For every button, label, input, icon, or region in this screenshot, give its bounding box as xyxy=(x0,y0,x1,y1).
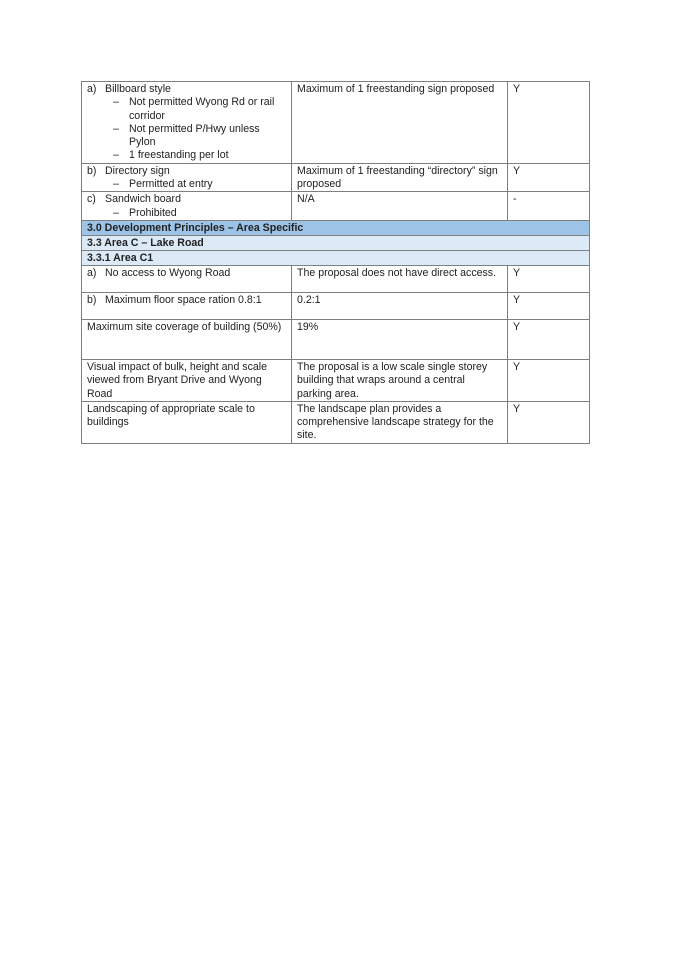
section-header-row xyxy=(82,220,590,235)
sub-item xyxy=(87,149,286,162)
sub-item-text: Not permitted P/Hwy unless Pylon xyxy=(129,122,260,149)
item-title: Directory sign xyxy=(105,164,170,177)
item-title: Maximum floor space ration 0.8:1 xyxy=(105,293,262,306)
table-row xyxy=(82,192,590,221)
sub-item xyxy=(87,178,286,191)
requirement-cell xyxy=(82,192,292,221)
compliance-cell: Y xyxy=(508,359,590,401)
requirement-cell: Visual impact of bulk, height and scale viewed from Bryant Drive and Wyong Road xyxy=(82,359,292,401)
proposal-cell: Maximum of 1 freestanding “directory” sign proposed xyxy=(292,163,508,192)
sub-item-text: Not permitted Wyong Rd or rail corridor xyxy=(129,96,275,122)
proposal-cell: Maximum of 1 freestanding sign proposed xyxy=(292,82,508,164)
requirement-cell xyxy=(82,82,292,164)
section-heading: 3.3.1 Area C1 xyxy=(82,250,590,265)
section-heading: 3.0 Development Principles – Area Specific xyxy=(82,220,590,235)
table-row xyxy=(82,359,590,401)
requirement-cell: Landscaping of appropriate scale to buildings xyxy=(82,401,292,443)
section-header-row xyxy=(82,250,590,265)
sub-item-text: Prohibited xyxy=(129,206,177,219)
compliance-cell: - xyxy=(508,192,590,221)
section-header-row xyxy=(82,235,590,250)
item-title: Sandwich board xyxy=(105,193,181,206)
proposal-cell: The proposal is a low scale single storey building that wraps around a central parking area. xyxy=(292,359,508,401)
table-row xyxy=(82,82,590,164)
sub-item xyxy=(87,207,286,220)
item-label: c) xyxy=(87,193,96,206)
table-row xyxy=(82,401,590,443)
item-title: Billboard style xyxy=(105,83,171,95)
sub-item xyxy=(87,96,286,123)
table-row xyxy=(82,292,590,319)
requirement-cell xyxy=(82,292,292,319)
compliance-cell: Y xyxy=(508,292,590,319)
compliance-cell: Y xyxy=(508,82,590,164)
requirement-cell xyxy=(82,163,292,192)
sub-item-text: Permitted at entry xyxy=(129,178,213,191)
table-row xyxy=(82,163,590,192)
compliance-cell: Y xyxy=(508,319,590,359)
proposal-cell: The proposal does not have direct access. xyxy=(292,265,508,292)
compliance-cell: Y xyxy=(508,163,590,192)
item-title: No access to Wyong Road xyxy=(105,266,231,279)
dash-bullet: – xyxy=(113,96,119,109)
proposal-cell: 0.2:1 xyxy=(292,292,508,319)
section-heading: 3.3 Area C – Lake Road xyxy=(82,235,590,250)
item-label: b) xyxy=(87,164,97,177)
dash-bullet: – xyxy=(113,149,119,162)
requirement-cell: Maximum site coverage of building (50%) xyxy=(82,319,292,359)
dash-bullet: – xyxy=(113,178,119,191)
dash-bullet: – xyxy=(113,122,119,135)
item-label: a) xyxy=(87,266,97,279)
proposal-cell: N/A xyxy=(292,192,508,221)
table-row xyxy=(82,319,590,359)
sub-item-text: 1 freestanding per lot xyxy=(129,149,229,162)
proposal-cell: 19% xyxy=(292,319,508,359)
compliance-cell: Y xyxy=(508,401,590,443)
proposal-cell: The landscape plan provides a comprehensive landscape strategy for the site. xyxy=(292,401,508,443)
item-label: b) xyxy=(87,293,97,306)
compliance-cell: Y xyxy=(508,265,590,292)
requirement-cell xyxy=(82,265,292,292)
sub-item xyxy=(87,123,286,150)
dash-bullet: – xyxy=(113,206,119,219)
compliance-table xyxy=(81,81,590,444)
table-row xyxy=(82,265,590,292)
item-label: a) xyxy=(87,83,97,95)
